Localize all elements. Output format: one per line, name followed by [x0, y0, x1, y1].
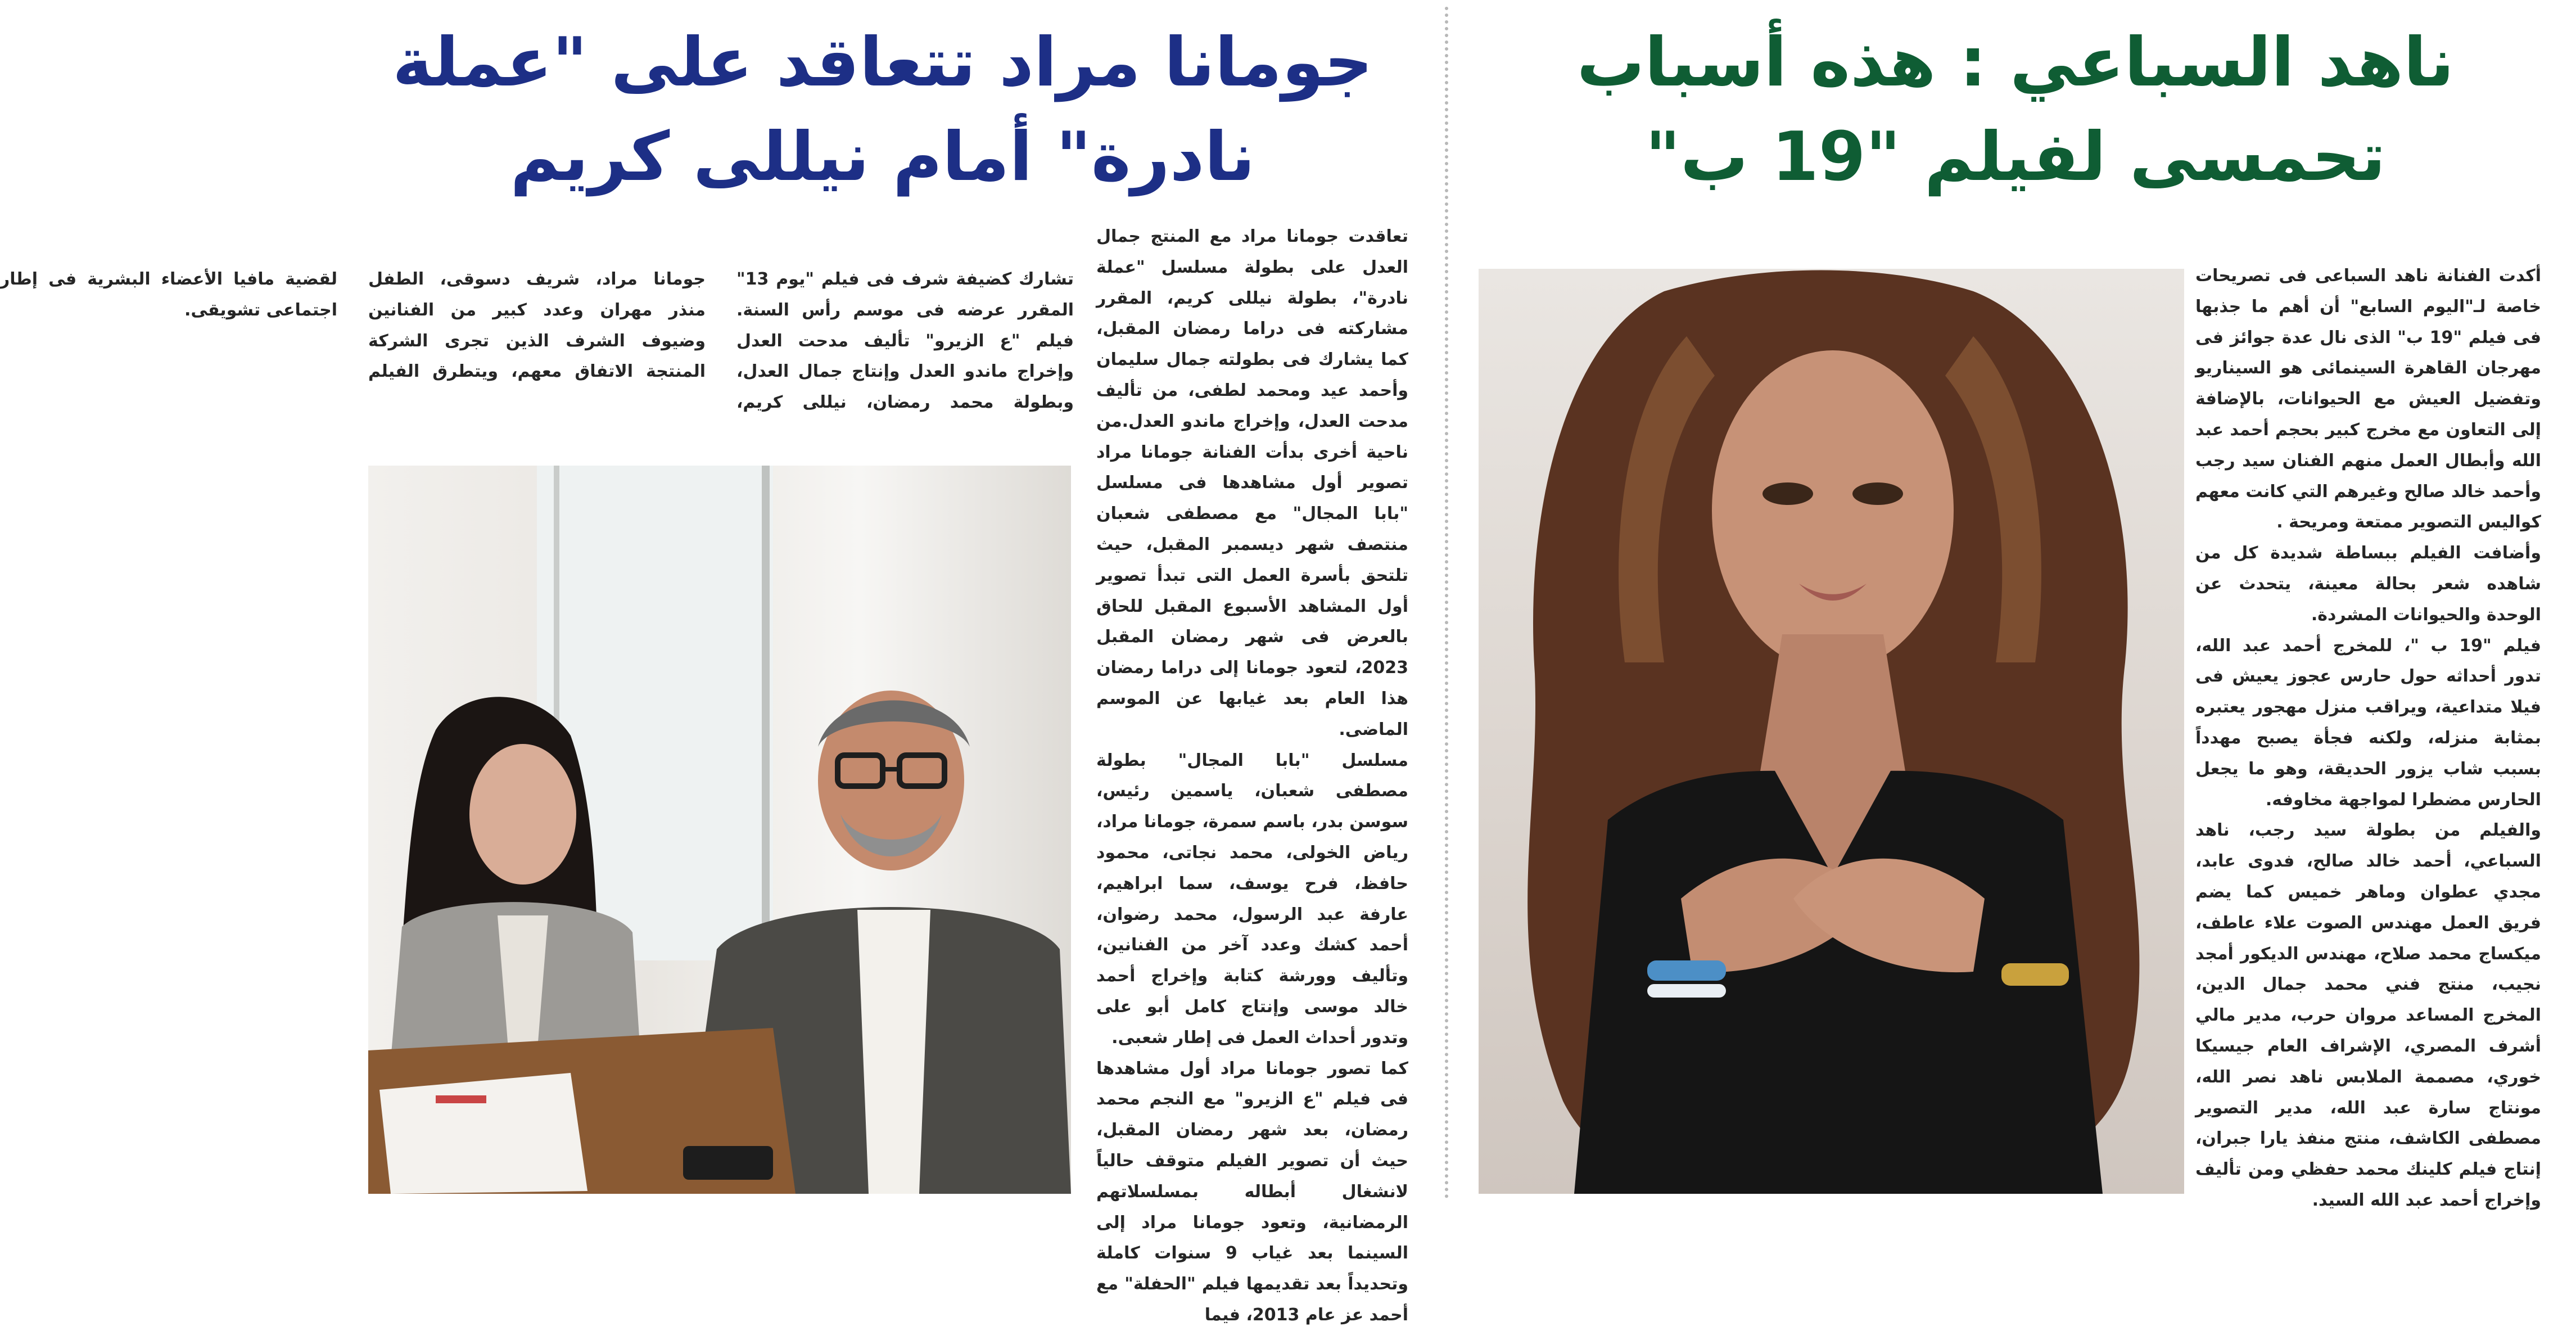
- article-left-top-columns: [0, 264, 1074, 433]
- contract-signing-photo: [368, 466, 1071, 1194]
- portrait-illustration: [1479, 269, 2184, 1194]
- headline-jumana-murad: جومانا مراد تتعاقد على "عملة نادرة" أمام نيللى كريم: [392, 24, 1373, 196]
- article-left-paragraph: كما تصور جومانا مراد أول مشاهدها فى فيلم "ع الزيرو" مع النجم محمد رمضان، بعد شهر رمضان المقبل، حيث أن تصوير الفيلم متوقف حالياً لانشغال أبطاله بمسلسلاتهم الرمضانية، وتعود جومانا مراد إلى السينما بعد غياب 9 سنوات كاملة وتحديداً بعد تقديمها فيلم "الحفلة" مع أحمد عز عام 2013، فيما: [1096, 1058, 1408, 1325]
- article-right-paragraph: أكدت الفنانة ناهد السباعى فى تصريحات خاصة لـ"اليوم السابع" أن أهم ما جذبها فى فيلم "19 ب" الذى نال عدة جوائز فى مهرجان القاهرة السينمائى هو السيناريو وتفضيل العيش مع الحيوانات، بالإضافة إلى التعاون مع مخرج كبير بحجم أحمد عبد الله وأبطال العمل منهم الفنان سيد رجب وأحمد خالد صالح وغيرهم التي كانت معهم كواليس التصوير ممتعة ومريحة .: [2195, 266, 2541, 533]
- article-right-paragraph: والفيلم من بطولة سيد رجب، ناهد السباعي، أحمد خالد صالح، فدوى عابد، مجدي عطوان وماهر خميس كما يضم فريق العمل مهندس الصوت علاء عاطف، ميكساج محمد صلاح، مهندس الديكور أمجد نجيب، منتج فني محمد جمال الدين، المخرج المساعد مروان حرب، مدير مالي أشرف المصري، الإشراف العام جيسيكا خوري، مصممة الملابس ناهد نصر الله، مونتاج سارة عبد الله، مدير التصوير مصطفى الكاشف، منتج منفذ يارا جبران، إنتاج فيلم كلينك محمد حفظي ومن تأليف وإخراج أحمد عبد الله السيد.: [2195, 820, 2541, 1210]
- article-right-paragraph: وأضافت الفيلم ببساطة شديدة كل من شاهده شعر بحالة معينة، يتحدث عن الوحدة والحيوانات المشردة.: [2195, 543, 2541, 625]
- portrait-photo-nahed: [1479, 269, 2184, 1194]
- headline-nahed-elsebai: ناهد السباعي : هذه أسباب تحمسى لفيلم "19 ب": [1576, 24, 2455, 196]
- meeting-illustration: [368, 466, 1071, 1194]
- article-left-paragraph: تعاقدت جومانا مراد مع المنتج جمال العدل على بطولة مسلسل "عملة نادرة"، بطولة نيللى كريم، المقرر مشاركته فى دراما رمضان المقبل، كما يشارك فى بطولته جمال سليمان وأحمد عيد ومحمد لطفى، من تأليف مدحت العدل، وإخراج ماندو العدل.من ناحية أخرى بدأت الفنانة جومانا مراد تصوير أول مشاهدها فى مسلسل "بابا المجال" مع مصطفى شعبان منتصف شهر ديسمبر المقبل، حيث تلتحق بأسرة العمل التى تبدأ تصوير أول المشاهد الأسبوع المقبل للحاق بالعرض فى شهر رمضان المقبل 2023، لتعود جومانا إلى دراما رمضان هذا العام بعد غيابها عن الموسم الماضى.: [1096, 227, 1408, 739]
- article-right-paragraph: فيلم "19 ب "، للمخرج أحمد عبد الله، تدور أحداثه حول حارس عجوز يعيش فى فيلا متداعية، ويراقب منزل مهجور يعتبره بمثابة منزله، ولكنه فجأة يصبح مهدداً بسبب شاب يزور الحديقة، وهو ما يجعل الحارس مضطرا لمواجهة مخاوفه.: [2195, 635, 2541, 810]
- article-left-paragraph: مسلسل "بابا المجال" بطولة مصطفى شعبان، ياسمين رئيس، سوسن بدر، باسم سمرة، جومانا مراد، رياض الخولى، محمد نجاتى، محمود حافظ، فرح يوسف، سما ابراهيم، عارفة عبد الرسول، محمد رضوان، أحمد كشك وعدد آخر من الفنانين، وتأليف وورشة كتابة وإخراج أحمد خالد موسى وإنتاج كامل أبو على وتدور أحداث العمل فى إطار شعبى.: [1096, 750, 1408, 1048]
- column-divider: [1445, 7, 1448, 1199]
- article-left-top-paragraph: تشارك كضيفة شرف فى فيلم "يوم 13" المقرر عرضه فى موسم رأس السنة. فيلم "ع الزيرو" تأليف مدحت العدل وإخراج ماندو العدل وإنتاج جمال العدل، وبطولة محمد رمضان، نيللى كريم، جومانا مراد، شريف دسوقى، الطفل منذر مهران وعدد كبير من الفنانين وضيوف الشرف الذين تجرى الشركة المنتجة الاتفاق معهم، ويتطرق الفيلم لقضية مافيا الأعضاء البشرية فى إطار اجتماعى تشويقى.: [0, 269, 1074, 413]
- article-left-body: [1096, 222, 1408, 1325]
- article-right-body: [2195, 261, 2541, 1210]
